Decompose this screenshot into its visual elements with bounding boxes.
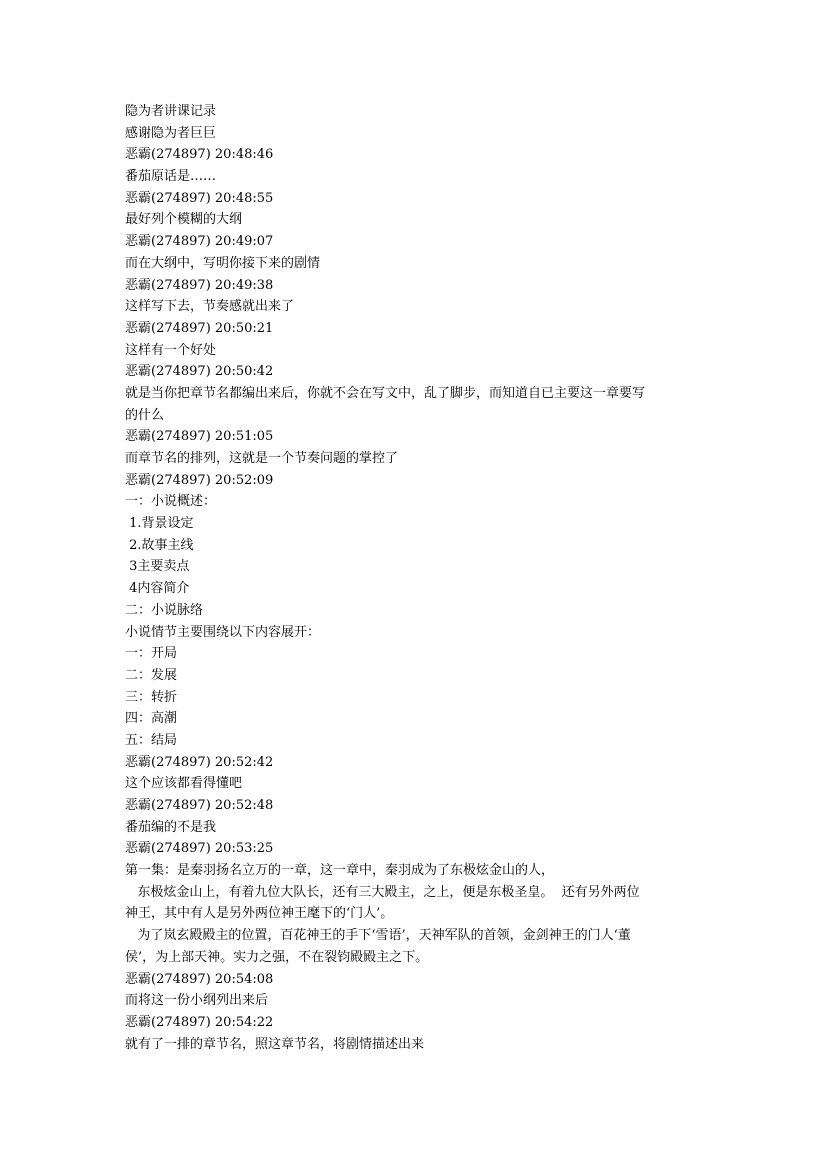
- text-line: 东极炫金山上，有着九位大队长，还有三大殿主，之上，便是东极圣皇。 还有另外两位: [125, 884, 640, 900]
- text-line: 番茄编的不是我: [125, 819, 217, 835]
- text-line: 恶霸(274897) 20:51:05: [125, 429, 274, 445]
- text-line: 恶霸(274897) 20:49:38: [125, 277, 274, 293]
- text-line: 恶霸(274897) 20:54:08: [125, 971, 274, 987]
- text-line: 侯’，为上部天神。实力之强，不在裂钧殿殿主之下。: [125, 949, 429, 965]
- text-line: 2.故事主线: [125, 537, 194, 553]
- text-line: 一：小说概述：: [125, 494, 217, 510]
- text-line: 第一集：是秦羽扬名立万的一章，这一章中，秦羽成为了东极炫金山的人，: [125, 863, 555, 879]
- text-line: 小说情节主要围绕以下内容展开：: [125, 624, 321, 640]
- text-line: 恶霸(274897) 20:50:42: [125, 364, 274, 380]
- text-line: 三：转折: [125, 689, 178, 705]
- text-line: 二：小说脉络: [125, 602, 204, 618]
- text-line: 恶霸(274897) 20:50:21: [125, 320, 274, 336]
- text-line: 隐为者讲课记录: [125, 104, 217, 119]
- text-line: 恶霸(274897) 20:52:48: [125, 798, 274, 813]
- text-line: 恶霸(274897) 20:52:09: [125, 472, 274, 488]
- text-line: 而将这一份小纲列出来后: [125, 993, 269, 1009]
- text-line: 而章节名的排列，这就是一个节奏问题的掌控了: [125, 451, 399, 466]
- text-line: 恶霸(274897) 20:48:46: [125, 147, 274, 163]
- text-line: 二：发展: [125, 667, 178, 683]
- text-line: 3主要卖点: [125, 559, 190, 575]
- text-line: 恶霸(274897) 20:49:07: [125, 234, 274, 250]
- text-line: 1.背景设定: [125, 516, 194, 532]
- text-line: 恶霸(274897) 20:52:42: [125, 754, 274, 770]
- text-line: 恶霸(274897) 20:54:22: [125, 1014, 274, 1030]
- text-line: 就是当你把章节名都编出来后，你就不会在写文中，乱了脚步，而知道自已主要这一章要写: [125, 385, 646, 401]
- text-line: 最好列个模糊的大纲: [125, 212, 243, 228]
- text-line: 就有了一排的章节名，照这章节名，将剧情描述出来: [125, 1036, 425, 1052]
- text-line: 这样有一个好处: [125, 342, 217, 358]
- text-line: 神王，其中有人是另外两位神王麾下的‘门人’。: [125, 906, 394, 922]
- text-line: 的什么: [125, 407, 165, 423]
- text-line: 为了岚玄殿殿主的位置，百花神王的手下‘雪语’，天神军队的首领，金剑神王的门人‘董: [125, 928, 631, 944]
- text-line: 一：开局: [125, 646, 178, 662]
- text-line: 五：结局: [125, 732, 178, 748]
- text-line: 这样写下去，节奏感就出来了: [125, 299, 295, 315]
- text-line: 而在大纲中，写明你接下来的剧情: [125, 255, 321, 271]
- text-line: 番茄原话是……: [125, 169, 217, 185]
- text-line: 恶霸(274897) 20:48:55: [125, 190, 274, 206]
- text-line: 恶霸(274897) 20:53:25: [125, 841, 274, 857]
- text-line: 这个应该都看得懂吧: [125, 776, 243, 792]
- text-line: 四：高潮: [125, 711, 178, 727]
- text-line: 感谢隐为者巨巨: [125, 125, 217, 141]
- text-line: 4内容简介: [125, 581, 190, 597]
- document-body: [125, 101, 711, 1055]
